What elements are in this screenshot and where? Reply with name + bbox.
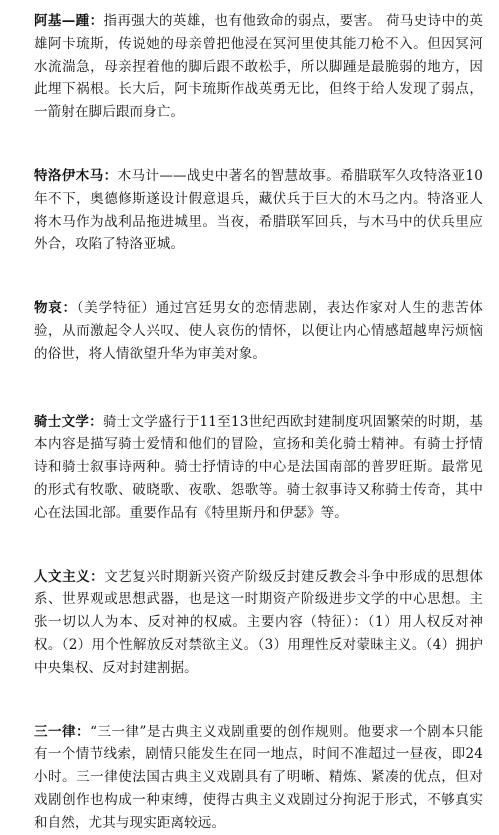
term-definition: （美学特征）通过宫廷男女的恋情悲剧，表达作家对人生的悲苦体验，从而激起令人兴叹、使人哀伤的情怀，以便让内心情感超越卑污烦恼的俗世，将人情欲望升华为审美对象。 xyxy=(34,300,484,362)
term-heading: 物哀： xyxy=(34,300,77,317)
paragraph-gap xyxy=(34,256,483,297)
term-definition: 骑士文学盛行于11至13世纪西欧封建制度巩固繁荣的时期，基本内容是描写骑士爱情和他们的冒险，宣扬和美化骑士精神。有骑士抒情诗和骑士叙事诗两种。骑士抒情诗的中心是法国南部的普罗旺斯。最常见的形式有牧歌、破晓歌、夜歌、怨歌等。骑士叙事诗又称骑士传奇，其中心在法国北部。重要作品有《特里斯丹和伊瑟》等。 xyxy=(34,413,483,521)
term-definition: 木马计——战史中著名的智慧故事。希腊联军久攻特洛亚10年不下，奥德修斯遂设计假意退兵，藏伏兵于巨大的木马之内。特洛亚人将木马作为战利品拖进城里。当夜，希腊联军回兵，与木马中的伏兵里应外合，攻陷了特洛亚城。 xyxy=(34,167,483,253)
term-definition: 文艺复兴时期新兴资产阶级反封建反教会斗争中形成的思想体系、世界观或思想武器，也是这一时期资产阶级进步文学的中心思想。主张一切以人为本、反对神的权威。主要内容（特征）：（1）用人权反对神权。（2）用个性解放反对禁欲主义。（3）用理性反对蒙昧主义。（4）拥护中央集权、反对封建割据。 xyxy=(34,568,483,676)
entry-mono-no-aware xyxy=(34,297,483,365)
entry-three-unities xyxy=(34,721,483,835)
entry-achilles-heel xyxy=(34,10,483,124)
entry-chivalric-literature xyxy=(34,411,483,525)
entry-humanism xyxy=(34,566,483,680)
term-definition: “三一律”是古典主义戏剧重要的创作规则。他要求一个剧本只能有一个情节线索，剧情只能发生在同一地点，时间不准超过一昼夜，即24小时。三一律使法国古典主义戏剧具有了明晰、精炼、紧凑的优点，但对戏剧创作也构成一种束缚，使得古典主义戏剧过分拘泥于形式，不够真实和自然，尤其与现实距离较远。 xyxy=(34,723,483,831)
paragraph-gap xyxy=(34,366,483,411)
term-definition: 指再强大的英雄，也有他致命的弱点，要害。 荷马史诗中的英雄阿卡琉斯，传说她的母亲曾把他浸在冥河里使其能刀枪不入。但因冥河水流湍急，母亲捏着他的脚后跟不敢松手，所以脚踵是最脆弱的地方，因此埋下祸根。长大后，阿卡琉斯作战英勇无比，但终于给人发现了弱点，一箭射在脚后跟而身亡。 xyxy=(34,13,483,121)
paragraph-gap xyxy=(34,680,483,721)
term-heading: 三一律： xyxy=(34,723,91,740)
term-heading: 人文主义： xyxy=(34,568,105,585)
paragraph-gap xyxy=(34,525,483,566)
term-heading: 阿基—踵： xyxy=(34,13,104,29)
term-heading: 特洛伊木马： xyxy=(34,167,118,184)
entry-trojan-horse xyxy=(34,165,483,256)
paragraph-gap xyxy=(34,124,483,165)
term-heading: 骑士文学： xyxy=(34,413,103,430)
